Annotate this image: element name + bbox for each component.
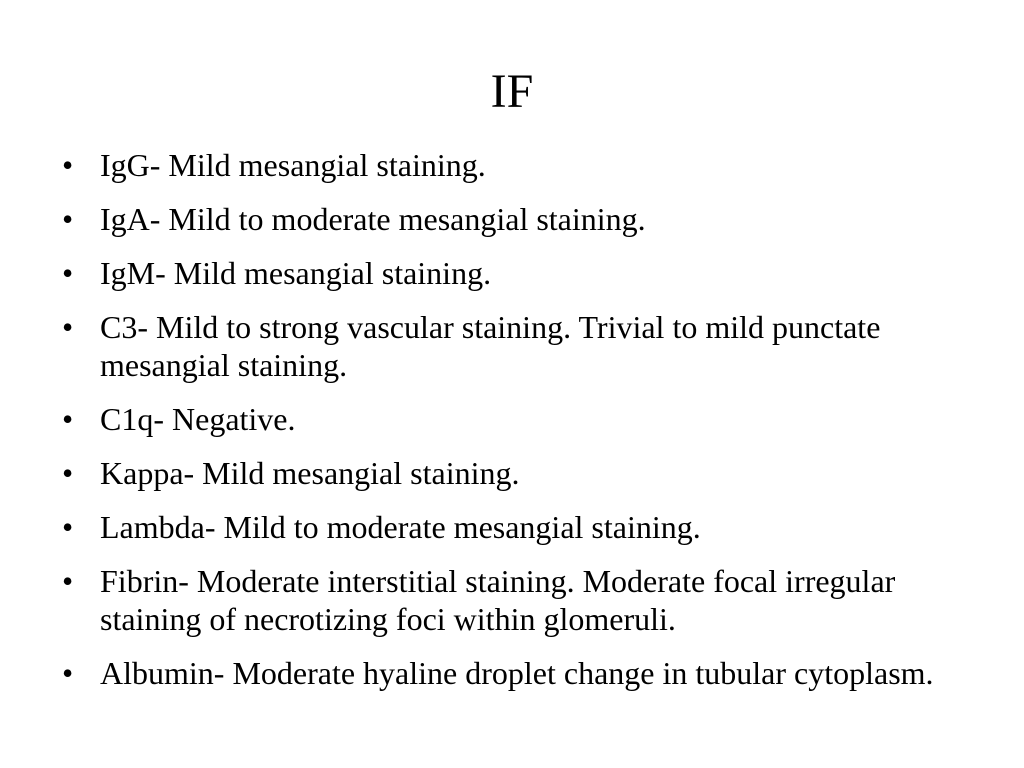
- bullet-item-c1q: [62, 400, 982, 438]
- bullet-icon: •: [62, 255, 74, 291]
- bullet-icon: •: [62, 563, 74, 599]
- bullet-text: IgA- Mild to moderate mesangial staining.: [100, 201, 646, 237]
- bullet-item-fibrin: [62, 562, 982, 638]
- bullet-icon: •: [62, 401, 74, 437]
- bullet-icon: •: [62, 147, 74, 183]
- bullet-text: C1q- Negative.: [100, 401, 296, 437]
- bullet-text: Albumin- Moderate hyaline droplet change in tubular cytoplasm.: [100, 655, 934, 691]
- bullet-icon: •: [62, 509, 74, 545]
- bullet-text: Kappa- Mild mesangial staining.: [100, 455, 520, 491]
- bullet-item-iga: [62, 200, 982, 238]
- bullet-text: Fibrin- Moderate interstitial staining. Moderate focal irregular staining of necrotizing foci within glomeruli.: [100, 563, 896, 637]
- bullet-item-lambda: [62, 508, 982, 546]
- bullet-text: Lambda- Mild to moderate mesangial staining.: [100, 509, 701, 545]
- bullet-text: IgG- Mild mesangial staining.: [100, 147, 486, 183]
- bullet-item-c3: [62, 308, 982, 384]
- bullet-icon: •: [62, 201, 74, 237]
- bullet-text: C3- Mild to strong vascular staining. Trivial to mild punctate mesangial staining.: [100, 309, 881, 383]
- bullet-item-igm: [62, 254, 982, 292]
- bullet-text: IgM- Mild mesangial staining.: [100, 255, 492, 291]
- bullet-icon: •: [62, 309, 74, 345]
- bullet-icon: •: [62, 455, 74, 491]
- bullet-item-albumin: [62, 654, 982, 692]
- bullet-icon: •: [62, 655, 74, 691]
- bullet-item-igg: [62, 146, 982, 184]
- bullet-item-kappa: [62, 454, 982, 492]
- bullet-list: [62, 146, 982, 708]
- slide-title: IF: [490, 65, 534, 118]
